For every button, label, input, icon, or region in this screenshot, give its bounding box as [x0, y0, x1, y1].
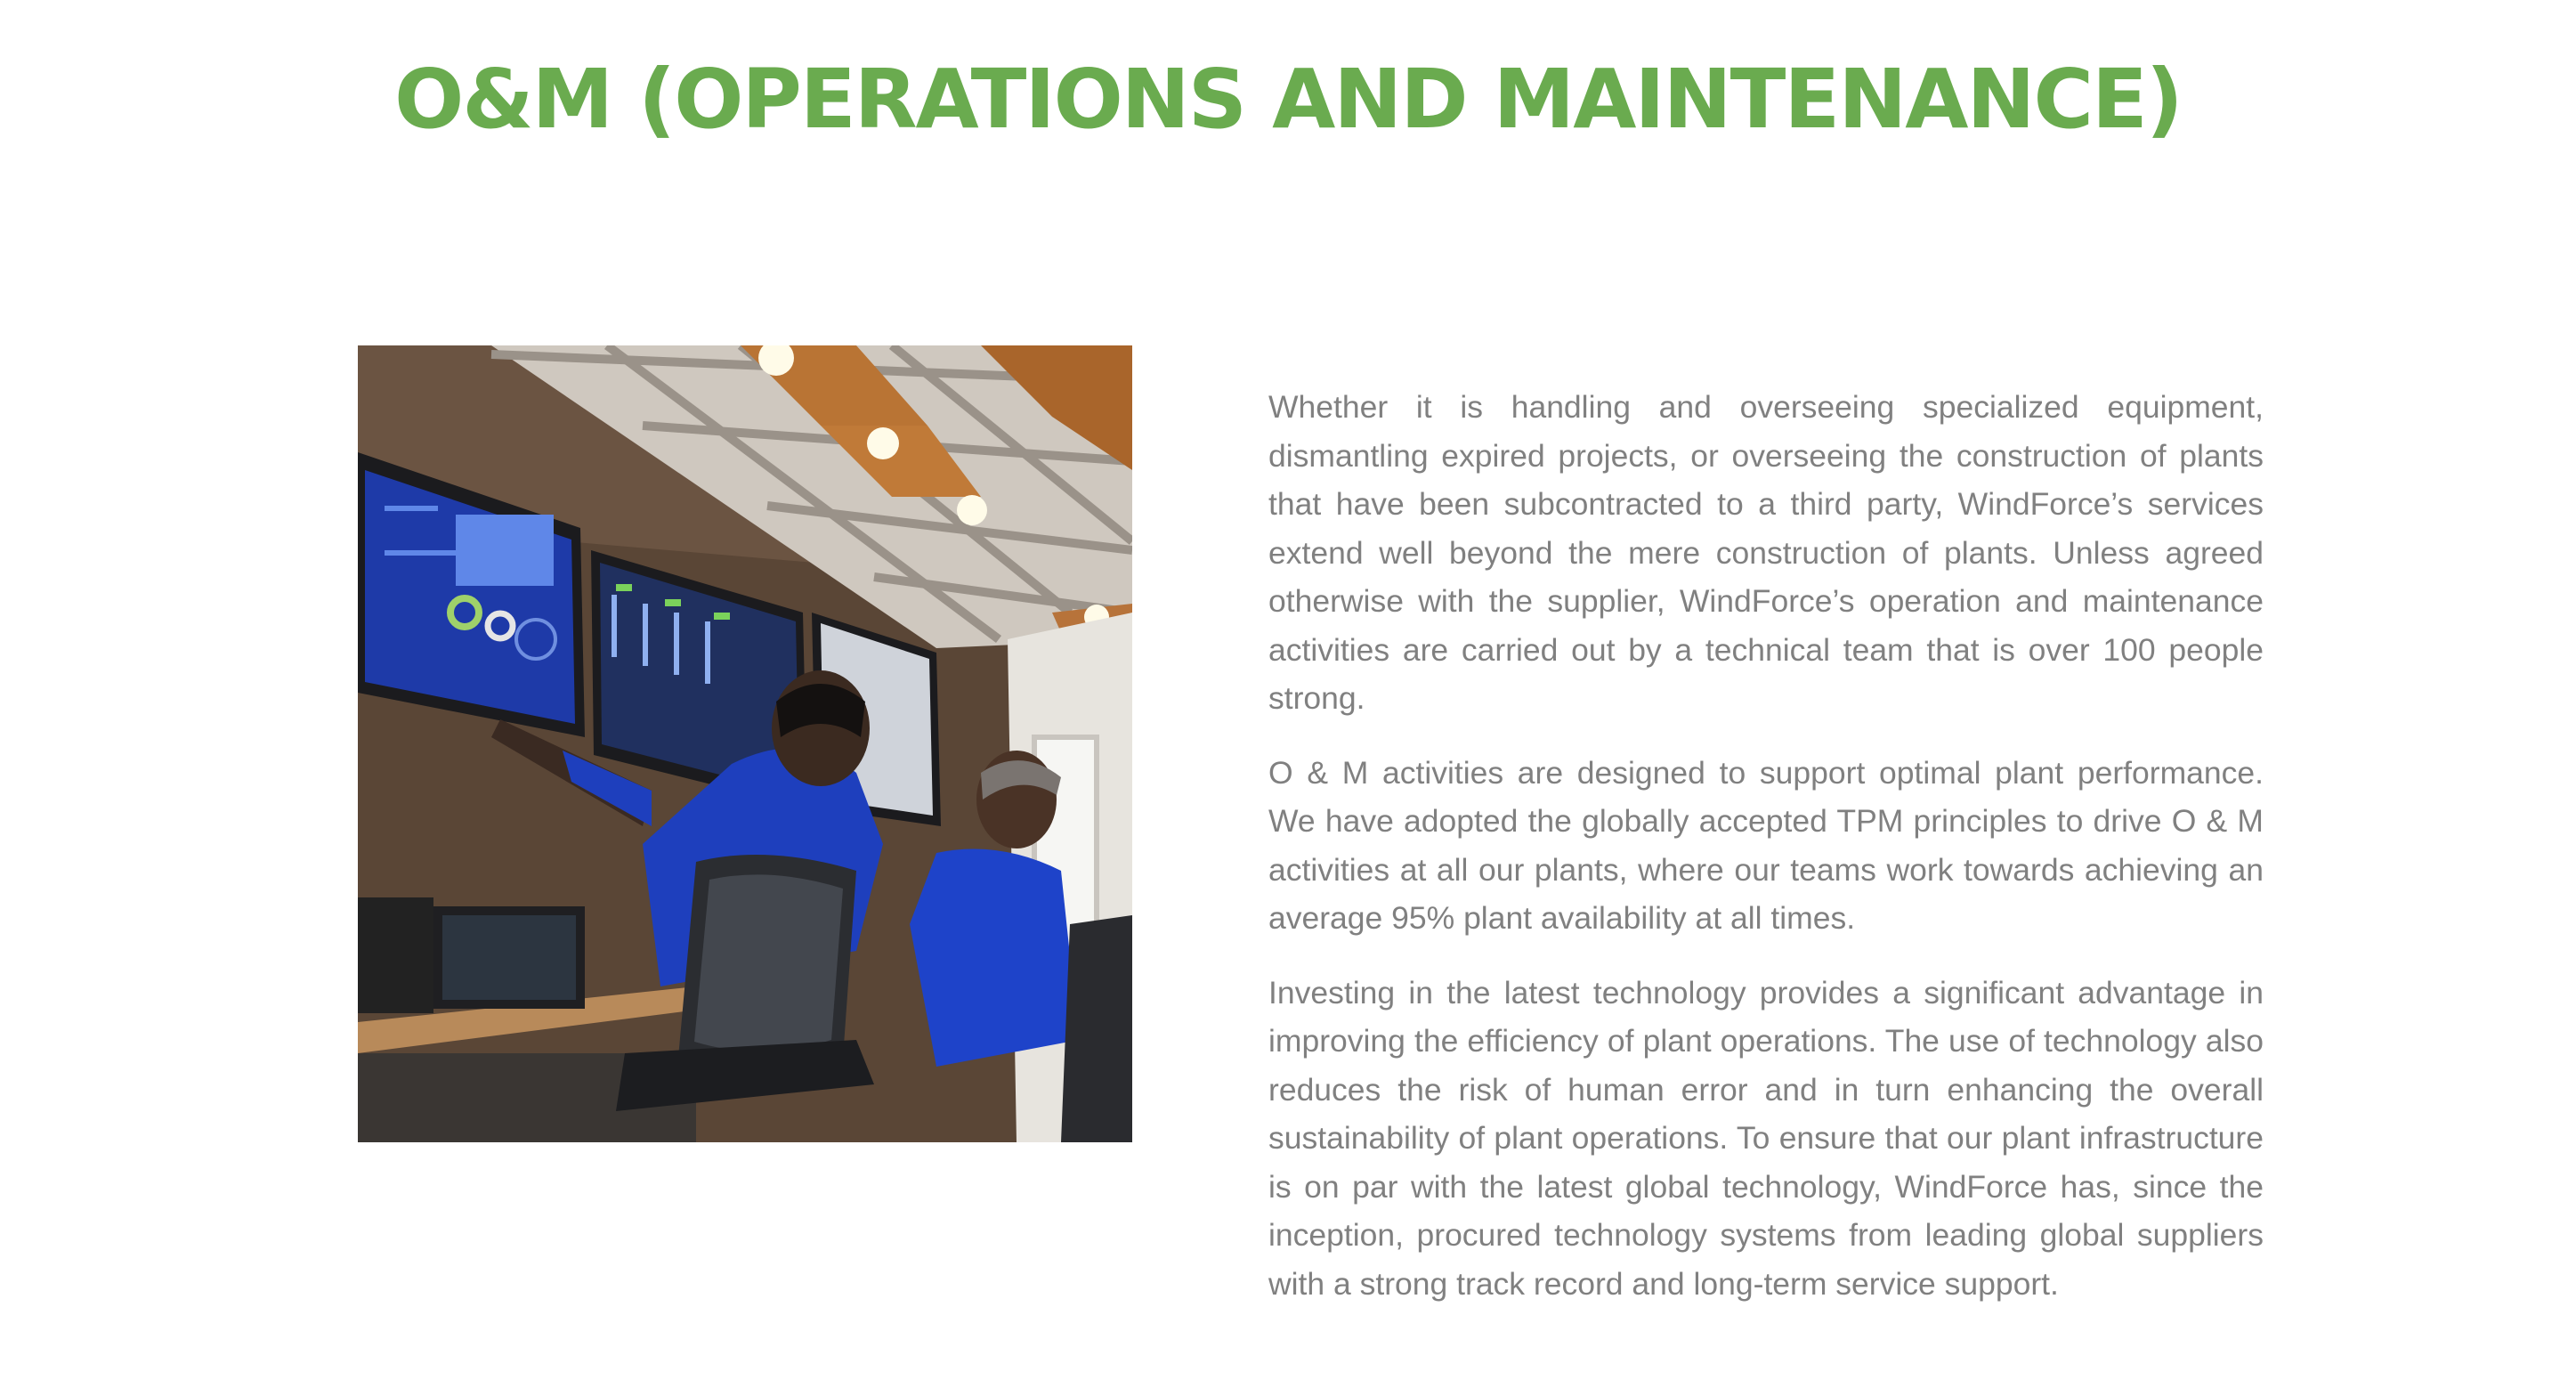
description-text	[1268, 383, 2264, 1334]
control-room-photo	[358, 345, 1132, 1142]
page-title: O&M (OPERATIONS AND MAINTENANCE)	[394, 52, 2182, 147]
paragraph-technology: Investing in the latest technology provides a significant advantage in improving the efficiency of plant operations. The use of technology also reduces the risk of human error and in turn enhancing the overall sustainability of plant operations. To ensure that our plant infrastructure is on par with the latest global technology, WindForce has, since the inception, procured technology systems from leading global suppliers with a strong track record and long-term service support.	[1268, 974, 2264, 1302]
paragraph-services: Whether it is handling and overseeing specialized equipment, dismantling expired projects, or overseeing the construction of plants that have been subcontracted to a third party, WindForce’s services extend well beyond the mere construction of plants. Unless agreed otherwise with the supplier, WindForce’s operation and maintenance activities are carried out by a technical team that is over 100 people strong.	[1268, 389, 2264, 716]
paragraph-om-activities: O & M activities are designed to support optimal plant performance. We have adopted the globally accepted TPM principles to drive O & M activities at all our plants, where our teams work towards achieving an average 95% plant availability at all times.	[1268, 754, 2264, 936]
